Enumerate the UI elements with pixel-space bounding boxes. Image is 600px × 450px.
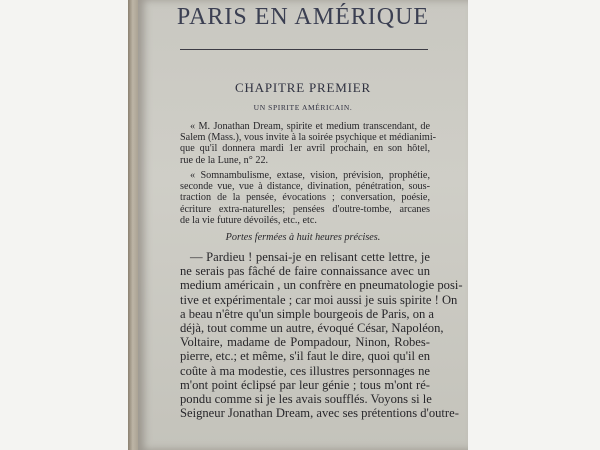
text-line: Voltaire, madame de Pompadour, Ninon, Robes- bbox=[180, 335, 430, 350]
header-rule bbox=[180, 49, 428, 50]
chapter-title: CHAPITRE PREMIER bbox=[235, 80, 371, 95]
invitation-paragraph bbox=[180, 121, 437, 166]
text-line: seconde vue, vue à distance, divination, pénétration, sous- bbox=[180, 181, 430, 193]
text-line: rue de la Lune, n° 22. bbox=[180, 154, 269, 166]
text-line: de la vie future dévoilés, etc., etc. bbox=[180, 214, 317, 226]
text-line: que qu'il donnera mardi 1er avril prochain, en son hôtel, bbox=[180, 143, 430, 155]
text-line: déjà, tout comme un autre, évoqué César, Napoléon, bbox=[180, 321, 444, 336]
text-line: Seigneur Jonathan Dream, avec ses prétentions d'outre- bbox=[180, 406, 459, 421]
text-line: « M. Jonathan Dream, spirite et medium transcendant, de bbox=[190, 121, 430, 132]
text-line: pierre, etc.; et même, s'il faut le dire, quoi qu'il en bbox=[180, 349, 431, 364]
book-page bbox=[138, 0, 468, 450]
running-head: PARIS EN AMÉRIQUE bbox=[176, 4, 430, 30]
text-line: « Somnambulisme, extase, vision, prévision, prophétie, bbox=[190, 170, 430, 181]
body-paragraph bbox=[180, 250, 463, 421]
text-line: traction de la pensée, évocations ; conversation, poésie, bbox=[180, 192, 430, 204]
doors-note: Portes fermées à huit heures précises. bbox=[225, 232, 381, 243]
text-line: ne serais pas fâché de faire connaissance avec un bbox=[180, 264, 430, 279]
text-line: — Pardieu ! pensai-je en relisant cette lettre, je bbox=[190, 250, 430, 264]
program-paragraph bbox=[180, 170, 430, 226]
chapter-subtitle: UN SPIRITE AMÉRICAIN. bbox=[253, 103, 353, 112]
text-line: écriture extra-naturelles; pensées d'outre-tombe, arcanes bbox=[180, 203, 430, 215]
text-line: a beau n'être qu'un simple bourgeois de Paris, on a bbox=[180, 306, 435, 321]
text-line: coûte à ma modestie, ces illustres personnages ne bbox=[180, 363, 430, 378]
text-line: medium américain , un confrère en pneumatologie posi- bbox=[180, 278, 463, 293]
text-line: pondu comme si je les avais soufflés. Voyons si le bbox=[180, 392, 432, 407]
text-line: m'ont point éclipsé par leur génie ; tous m'ont ré- bbox=[180, 377, 430, 392]
text-line: tive et expérimentale ; car moi aussi je suis spirite ! On bbox=[180, 292, 458, 307]
text-line: Salem (Mass.), vous invite à la soirée psychique et médianimi- bbox=[180, 132, 437, 144]
